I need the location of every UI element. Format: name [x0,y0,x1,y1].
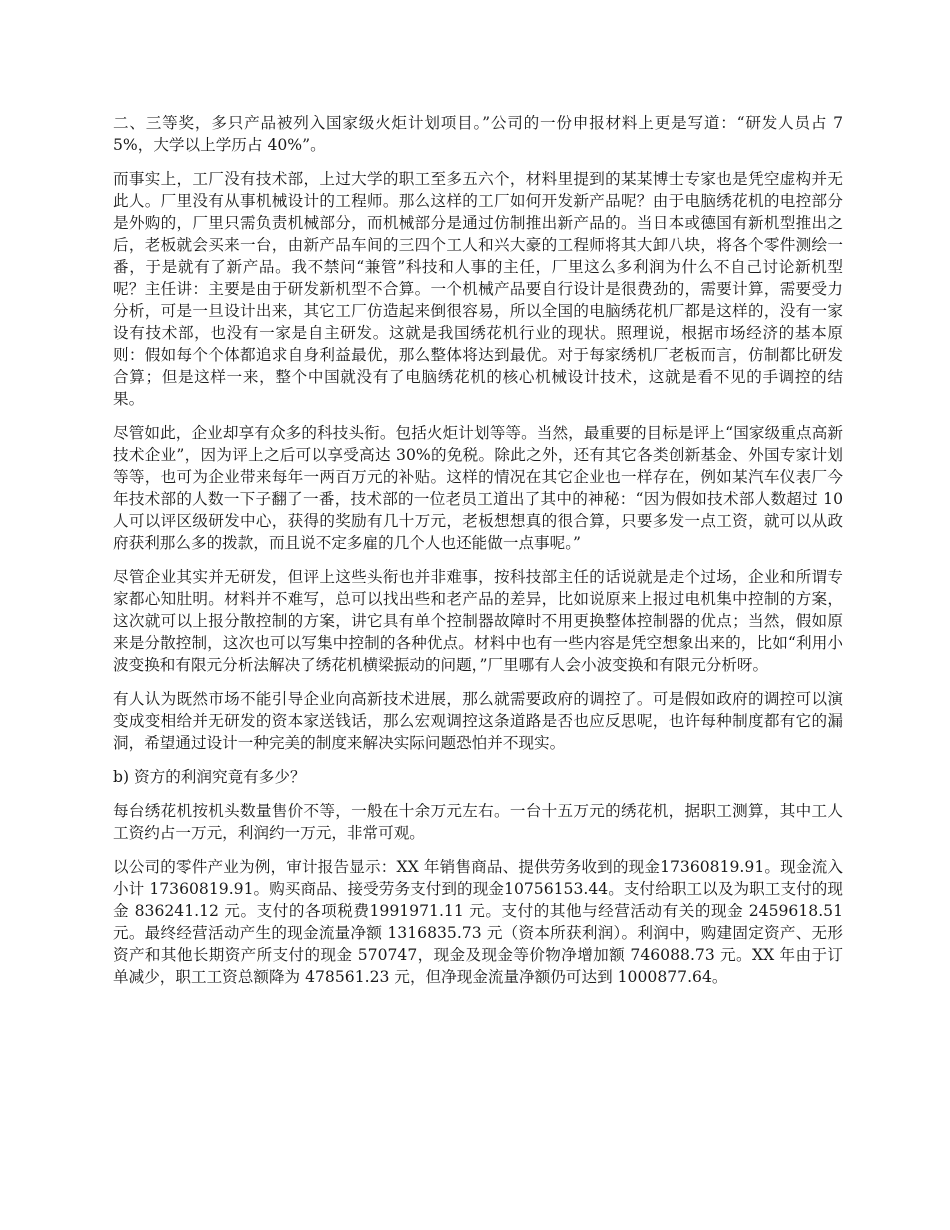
paragraph-machine-price: 每台绣花机按机头数量售价不等，一般在十余万元左右。一台十五万元的绣花机，据职工测算，其中工人工资约占一万元，利润约一万元，非常可观。 [113,802,843,842]
paragraph-government-regulation: 有人认为既然市场不能引导企业向高新技术进展，那么就需要政府的调控了。可是假如政府的调控可以演变成变相给并无研发的资本家送钱话，那么宏观调控这条道路是否也应反思呢，也许每种制度都有它的漏洞，希望通过设计一种完美的制度来解决实际问题恐怕并不现实。 [113,690,843,752]
paragraph-tech-titles: 尽管如此，企业却享有众多的科技头衔。包括火炬计划等等。当然，最重要的目标是评上“国家级重点高新技术企业”，因为评上之后可以享受高达 30%的免税。除此之外，还有其它各类创新基金、外国专家计划等等，也可为企业带来每年一两百万元的补贴。这样的情况在其它企业也一样存在，例如某汽车仪表厂今年技术部的人数一下子翻了一番，技术部的一位老员工道出了其中的神秘：“因为假如技术部人数超过 10 人可以评区级研发中心，获得的奖励有几十万元，老板想想真的很合算，只要多发一点工资，就可以从政府获利那么多的拨款，而且说不定多雇的几个人也还能做一点事呢。” [113,424,843,552]
paragraph-awards: 二、三等奖，多只产品被列入国家级火炬计划项目。”公司的一份申报材料上更是写道：“研发人员占 75%，大学以上学历占 40%”。 [113,114,843,154]
section-heading-profit: b) 资方的利润究竟有多少？ [113,768,306,786]
document-body [113,112,843,1000]
paragraph-audit-report: 以公司的零件产业为例，审计报告显示：XX 年销售商品、提供劳务收到的现金17360819.91。现金流入小计 17360819.91。购买商品、接受劳务支付到的现金10756153.44。支付给职工以及为职工支付的现金 836241.12 元。支付的各项税费1991971.11 元。支付的其他与经营活动有关的现金 2459618.51 元。最终经营活动产生的现金流量净额 1316835.73 元（资本所获利润）。利润中，购建固定资产、无形资产和其他长期资产所支付的现金 570747，现金及现金等价物净增加额 746088.73 元。XX 年由于订单减少，职工工资总额降为 478561.23 元，但净现金流量净额仍可达到 1000877.64。 [113,858,843,986]
paragraph-no-tech-department: 而事实上，工厂没有技术部，上过大学的职工至多五六个，材料里提到的某某博士专家也是凭空虚构并无此人。厂里没有从事机械设计的工程师。那么这样的工厂如何开发新产品呢？由于电脑绣花机的电控部分是外购的，厂里只需负责机械部分，而机械部分是通过仿制推出新产品的。当日本或德国有新机型推出之后，老板就会买来一台，由新产品车间的三四个工人和兴大豪的工程师将其大卸八块，将各个零件测绘一番，于是就有了新产品。我不禁问“兼管”科技和人事的主任，厂里这么多利润为什么不自己讨论新机型呢？主任讲：主要是由于研发新机型不合算。一个机械产品要自行设计是很费劲的，需要计算，需要受力分析，可是一旦设计出来，其它工厂仿造起来倒很容易，所以全国的电脑绣花机厂都是这样的，没有一家设有技术部，也没有一家是自主研发。这就是我国绣花机行业的现状。照理说，根据市场经济的基本原则：假如每个个体都追求自身利益最优，那么整体将达到最优。对于每家绣机厂老板而言，仿制都比研发合算；但是这样一来，整个中国就没有了电脑绣花机的核心机械设计技术，这就是看不见的手调控的结果。 [113,170,843,408]
paragraph-easy-application: 尽管企业其实并无研发，但评上这些头衔也并非难事，按科技部主任的话说就是走个过场，企业和所谓专家都心知肚明。材料并不难写，总可以找出些和老产品的差异，比如说原来上报过电机集中控制的方案，这次就可以上报分散控制的方案，讲它具有单个控制器故障时不用更换整体控制器的优点；当然，假如原来是分散控制，这次也可以写集中控制的各种优点。材料中也有一些内容是凭空想象出来的，比如“利用小波变换和有限元分析法解决了绣花机横梁振动的问题，”厂里哪有人会小波变换和有限元分析呀。 [113,568,843,674]
